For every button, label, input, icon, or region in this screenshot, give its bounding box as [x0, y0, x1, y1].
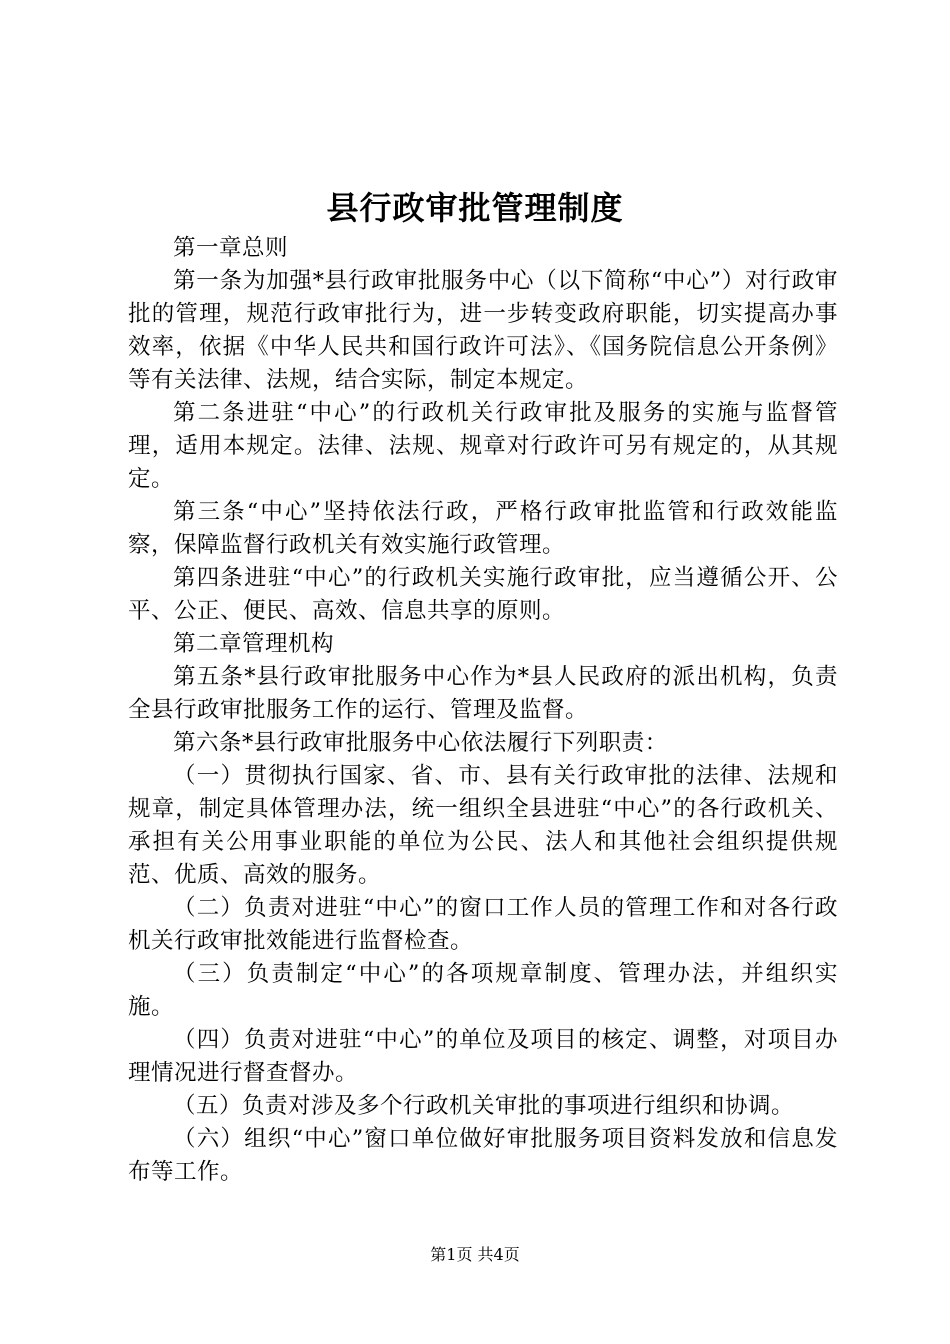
article-paragraph: 第四条进驻“中心”的行政机关实施行政审批，应当遵循公开、公平、公正、便民、高效、信息共享的原则。 — [128, 565, 838, 624]
duty-item: （四）负责对进驻“中心”的单位及项目的核定、调整，对项目办理情况进行督查督办。 — [128, 1027, 838, 1086]
duty-item: （二）负责对进驻“中心”的窗口工作人员的管理工作和对各行政机关行政审批效能进行监督检查。 — [128, 895, 838, 954]
duty-item: （五）负责对涉及多个行政机关审批的事项进行组织和协调。 — [173, 1093, 795, 1119]
document-title: 县行政审批管理制度 — [326, 189, 624, 227]
article-paragraph: 第三条“中心”坚持依法行政，严格行政审批监管和行政效能监察，保障监督行政机关有效实施行政管理。 — [128, 499, 838, 558]
article-paragraph: 第二条进驻“中心”的行政机关行政审批及服务的实施与监督管理，适用本规定。法律、法规、规章对行政许可另有规定的，从其规定。 — [128, 400, 838, 492]
page-footer: 第1页 共4页 — [430, 1245, 520, 1264]
chapter-heading: 第二章管理机构 — [173, 631, 335, 657]
article-paragraph: 第五条*县行政审批服务中心作为*县人民政府的派出机构，负责全县行政审批服务工作的运行、管理及监督。 — [128, 664, 838, 723]
duty-item: （三）负责制定“中心”的各项规章制度、管理办法，并组织实施。 — [128, 961, 838, 1020]
duty-item: （六）组织“中心”窗口单位做好审批服务项目资料发放和信息发布等工作。 — [128, 1126, 838, 1185]
article-paragraph: 第一条为加强*县行政审批服务中心（以下简称“中心”）对行政审批的管理，规范行政审批行为，进一步转变政府职能，切实提高办事效率，依据《中华人民共和国行政许可法》、《国务院信息公开条例》等有关法律、法规，结合实际，制定本规定。 — [128, 268, 838, 393]
article-paragraph: 第六条*县行政审批服务中心依法履行下列职责： — [173, 730, 668, 756]
chapter-heading: 第一章总则 — [173, 235, 289, 261]
duty-item: （一）贯彻执行国家、省、市、县有关行政审批的法律、法规和规章，制定具体管理办法，统一组织全县进驻“中心”的各行政机关、承担有关公用事业职能的单位为公民、法人和其他社会组织提供规范、优质、高效的服务。 — [128, 763, 838, 888]
document-body — [128, 232, 838, 1189]
